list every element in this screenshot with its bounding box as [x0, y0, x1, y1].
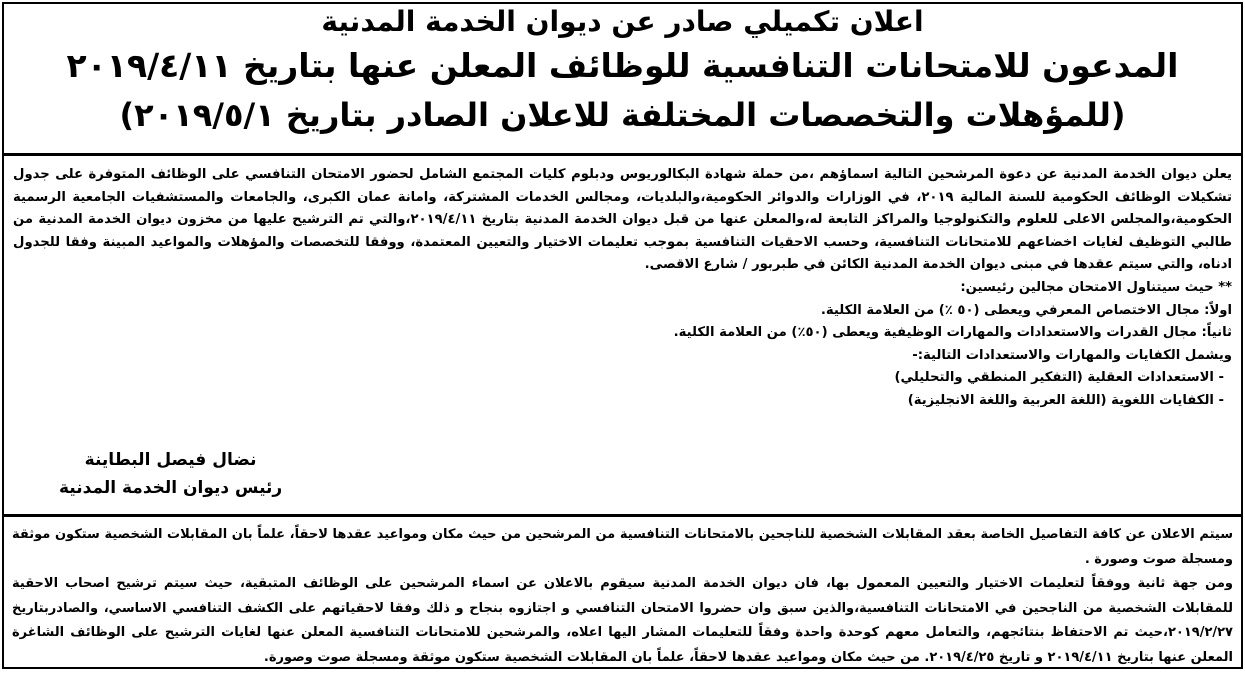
first-field: اولاً: مجال الاختصاص المعرفي ويعطى (٥٠ ٪) من العلامة الكلية.	[820, 302, 1232, 318]
exam-fields-note: ** حيث سيتناول الامتحان مجالين رئيسين:	[960, 279, 1232, 295]
announcement-header	[4, 4, 1241, 156]
header-subtitle: المدعون للامتحانات التنافسية للوظائف المعلن عنها بتاريخ ٢٠١٩/٤/١١	[66, 46, 1179, 85]
intro-paragraph: يعلن ديوان الخدمة المدنية عن دعوة المرشحين التالية اسماؤهم ،من حملة شهادة البكالوريوس ودبلوم كليات المجتمع الشامل لحضور الامتحان التنافسي على الوظائف المتوفرة على جدول تشكيلات الوظائف الحكومية للسنة المالية ٢٠١٩، في الوزارات والدوائر الحكومية،والبلديات، ومجالس الخدمات المشتركة، وامانة عمان الكبرى، والجامعات والمستشفيات الجامعية الرسمية الحكومية،والمجلس الاعلى للعلوم والتكنولوجيا والمراكز التابعة له،والمعلن عنها من قبل ديوان الخدمة المدنية بتاريخ ٢٠١٩/٤/١١،والتي تم الترشيح عليها من مخزون ديوان الخدمة المدنية من طالبي التوظيف لغايات اخضاعهم للامتحانات التنافسية، وحسب الاحقيات التنافسية بموجب تعليمات الاختيار والتعيين المعتمدة، ووفقا للتخصصات والمؤهلات والمواعيد المبينة وفقا للجدول ادناه، والتي سيتم عقدها في مبنى ديوان الخدمة المدنية الكائن في طبربور / شارع الاقصى.	[13, 167, 1232, 273]
announcement-page	[2, 2, 1243, 669]
header-title: اعلان تكميلي صادر عن ديوان الخدمة المدنية	[321, 5, 924, 38]
competencies-intro: ويشمل الكفايات والمهارات والاستعدادات التالية:-	[912, 347, 1232, 363]
footer-paragraph: سيتم الاعلان عن كافة التفاصيل الخاصة بعقد المقابلات الشخصية للناجحين بالامتحانات التنافسية من المرشحين من حيث مكان ومواعيد عقدها لاحقاً، علماً بان المقابلات الشخصية ستكون موثقة ومسجلة صوت وصورة .	[12, 527, 1233, 567]
signatory-name: نضال فيصل البطاينة	[84, 450, 257, 470]
footer-paragraph: ومن جهة ثانية ووفقاً لتعليمات الاختيار والتعيين المعمول بها، فان ديوان الخدمة المدنية سيقوم بالاعلان عن اسماء المرشحين على الوظائف المتبقية، حيث سيتم ترشيح اصحاب الاحقية للمقابلات الشخصية من الناجحين في الامتحانات التنافسية،والذين سبق وان حضروا الامتحان التنافسي و اجتازوه بنجاح و ذلك وفقا لاحقياتهم على الكشف التنافسي الاساسي، والصادربتاريخ ٢٠١٩/٢/٢٧،حيث تم الاحتفاظ بنتائجهم، والتعامل معهم كوحدة واحدة وفقاً للتعليمات المشار اليها اعلاه، والمرشحين للامتحانات التنافسية المعلن عنها لغايات الترشيح على الوظائف الشاغرة المعلن عنها بتاريخ ٢٠١٩/٤/١١ و تاريخ ٢٠١٩/٤/٢٥. من حيث مكان ومواعيد عقدها لاحقاً، علماً بان المقابلات الشخصية ستكون موثقة ومسجلة صوت وصورة.	[12, 576, 1233, 665]
signatory-title: رئيس ديوان الخدمة المدنية	[59, 478, 283, 498]
second-field: ثانياً: مجال القدرات والاستعدادات والمهارات الوظيفية ويعطى (٥٠٪) من العلامة الكلية.	[673, 325, 1232, 341]
signature-block	[59, 446, 282, 502]
announcement-body	[4, 156, 1241, 514]
competency-item: - الكفايات اللغوية (اللغة العربية واللغة الانجليزية)	[907, 392, 1224, 408]
competency-item: - الاستعدادات العقلية (التفكير المنطقي والتحليلي)	[894, 370, 1224, 386]
header-qualifications-line: (للمؤهلات والتخصصات المختلفة للاعلان الصادر بتاريخ ٢٠١٩/٥/١)	[119, 96, 1126, 134]
announcement-footer	[4, 514, 1241, 667]
